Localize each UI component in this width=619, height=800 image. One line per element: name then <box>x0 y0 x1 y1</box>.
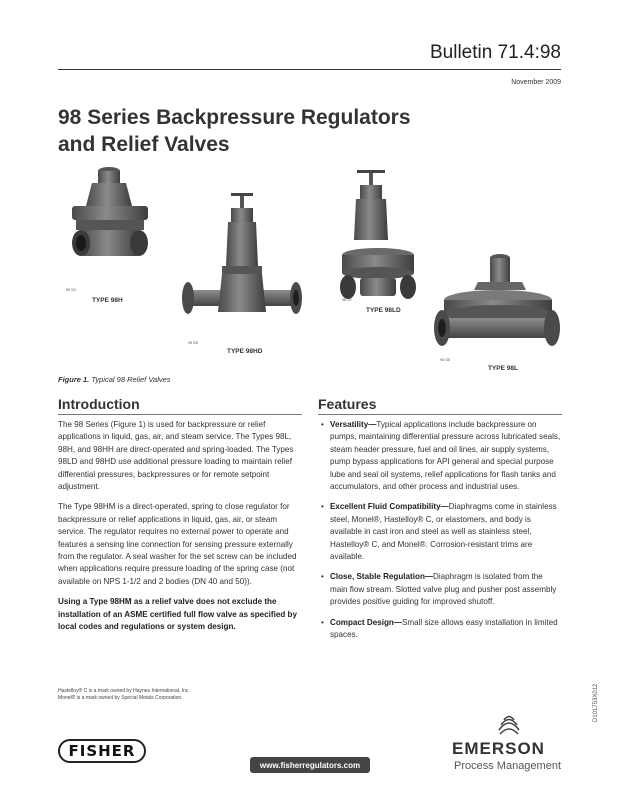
valve-98h-image <box>72 167 148 256</box>
figure-caption-text: Typical 98 Relief Valves <box>91 375 171 384</box>
website-link[interactable]: www.fisherregulators.com <box>250 757 370 773</box>
footnote-monel: Monel® is a mark owned by Special Metals Corporation. <box>58 695 183 701</box>
feature-item: • Versatility—Typical applications include backpressure on pumps, maintaining differential pressure across lubricated seals, steam header pressure, fuel and oil lines, air supply systems, pump bypass applications for API general and special purpose lube and seal oil systems, relief applications for flash tanks and accumulators, and other process and industrial uses. <box>320 419 562 493</box>
introduction-heading: Introduction <box>58 396 140 412</box>
document-code: D101753X012 <box>593 683 599 722</box>
photo-code-98h: 98 'D0 <box>66 288 77 292</box>
valve-98ld-image <box>340 170 416 299</box>
photo-code-98hd: 98 'D8 <box>188 341 199 345</box>
valve-98l-image <box>434 254 560 346</box>
emerson-logo: EMERSON <box>452 739 545 758</box>
bulletin-number: Bulletin 71.4:98 <box>430 42 561 63</box>
title-line-1: 98 Series Backpressure Regulators <box>58 106 411 129</box>
photo-label-98l: TYPE 98L <box>488 365 518 372</box>
feature-item: • Excellent Fluid Compatibility—Diaphragms come in stainless steel, Monel®, Hastelloy® C, or elastomers, and body is available in cast iron and steel as well as stainless steel, Hastelloy® C, and Monel®. Corrosion-resistant trims are available. <box>320 501 562 563</box>
fisher-logo: FISHER <box>58 739 146 763</box>
emerson-globe-icon <box>496 712 522 738</box>
intro-paragraph-1: The 98 Series (Figure 1) is used for backpressure or relief applications in liquid, gas, air, and steam service. The Types 98L, 98H, and 98HH are direct-operated and spring-loaded. The Types 98LD and 98HD use additional pressure loading to maintain relief differential pressures, backpressures or for remote setpoint adjustment. <box>58 420 294 492</box>
introduction-body <box>58 419 304 642</box>
photo-label-98hd: TYPE 98HD <box>227 348 263 355</box>
feature-item: • Compact Design—Small size allows easy installation in limited spaces. <box>320 617 562 642</box>
intro-paragraph-3: Using a Type 98HM as a relief valve does not exclude the installation of an ASME certified full flow valve as specified by local codes and regulations or system design. <box>58 597 297 632</box>
features-heading: Features <box>318 396 377 412</box>
features-rule <box>318 414 562 415</box>
footnote-hastelloy: Hastelloy® C is a mark owned by Haynes International, Inc. <box>58 688 190 694</box>
process-management-label: Process Management <box>454 760 561 772</box>
features-list <box>320 419 562 642</box>
photo-code-98ld: 98 'D7 <box>342 298 353 302</box>
figure-caption <box>58 375 171 384</box>
photo-label-98ld: TYPE 98LD <box>366 307 401 314</box>
photo-label-98h: TYPE 98H <box>92 297 123 304</box>
photo-code-98l: 98 'D8 <box>440 358 451 362</box>
introduction-rule <box>58 414 302 415</box>
feature-item: • Close, Stable Regulation—Diaphragm is isolated from the main flow stream. Slotted valve plug and pusher post assembly provides positive guiding for improved shutoff. <box>320 571 562 608</box>
figure-number: Figure 1. <box>58 375 90 384</box>
bulletin-date: November 2009 <box>511 79 561 86</box>
title-line-2: and Relief Valves <box>58 133 230 156</box>
valve-98hd-image <box>182 193 302 314</box>
features-body <box>320 419 562 650</box>
trademark-footnotes <box>58 688 190 702</box>
intro-paragraph-2: The Type 98HM is a direct-operated, spring to close regulator for backpressure or relief applications in liquid, gas, air, or steam service. The regulator requires no external power to operate and features a sensing line connection for sensing pressure externally from the regulator. A seal washer for the set screw can be included when applications require pressure loading of the spring case (not available on NPS 1-1/2 and 2 bodies (DN 40 and 50)). <box>58 502 297 586</box>
